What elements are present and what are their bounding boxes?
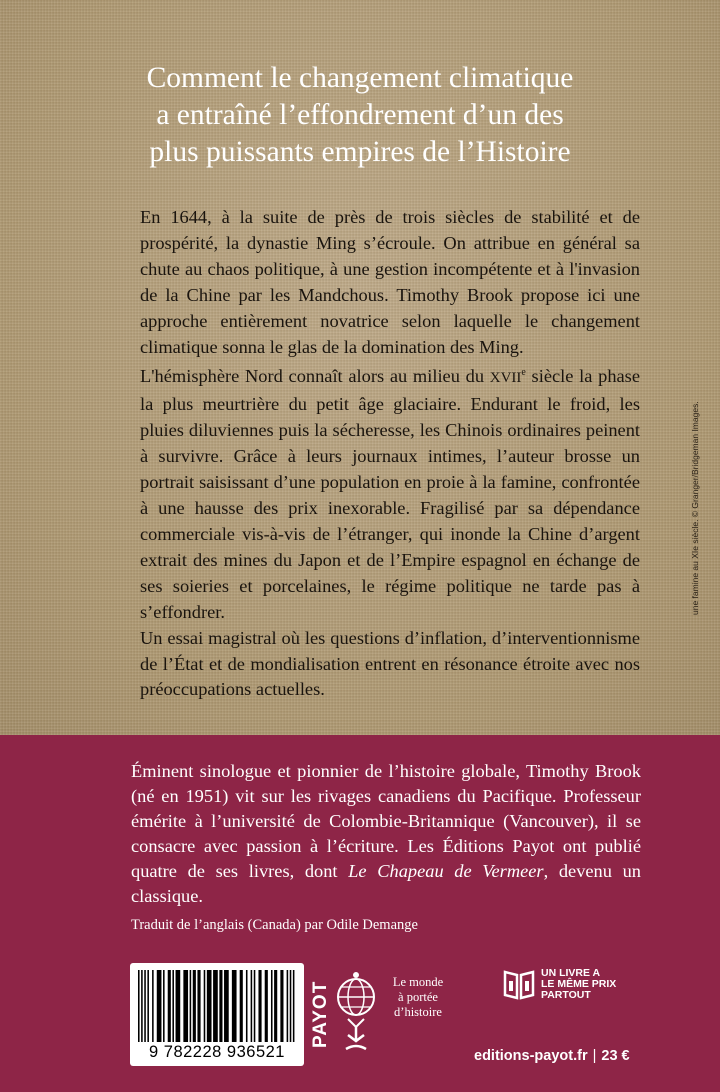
separator: | <box>592 1048 597 1064</box>
barcode-bar <box>141 970 143 1042</box>
barcode-bar <box>213 970 218 1042</box>
barcode-bar <box>176 970 181 1042</box>
blurb-text: siècle la phase la plus meurtrière du petit âge glaciaire. Endurant le froid, les pluies diluviennes puis la sécheresse, les Chinois ordinaires peinent à survivre. Grâce à leurs journaux intimes, l’auteur brosse un portrait saisissant d’une population en proie à la famine, confrontée à une hausse des prix inexorable. Fragilisé par sa dépendance commerciale vis-à-vis de l’étranger, qui inonde la Chine d’argent extrait des mines du Japon et de l’Empire espagnol en échange de ses soieries et porcelaines, le régime politique ne tarde pas à s’effondrer. <box>140 366 640 622</box>
tagline-line: d’histoire <box>394 1005 442 1019</box>
publisher-logo: PAYOT <box>310 980 331 1048</box>
century-numeral: XVII <box>489 370 522 387</box>
barcode-bar <box>163 970 165 1042</box>
prix-line: UN LIVRE A <box>541 967 601 979</box>
barcode-bar <box>190 970 192 1042</box>
image-credit: une famine au XIe siècle. © Granger/Bridgeman Images. <box>690 401 700 615</box>
tagline-line: à portée <box>398 990 438 1004</box>
century-suffix: e <box>521 367 526 379</box>
barcode-bar <box>219 970 222 1042</box>
blurb-paragraph: Un essai magistral où les questions d’inflation, d’interventionnisme de l’État et de mondialisation entrent en résonance étroite avec nos préoccupations actuelles. <box>140 627 640 700</box>
barcode-bar <box>290 970 292 1042</box>
bio-text: , devenu un classique. <box>131 861 641 906</box>
barcode-bar <box>246 970 248 1042</box>
barcode-bar <box>274 970 277 1042</box>
website-url[interactable]: editions-payot.fr <box>474 1048 588 1064</box>
barcode-bar <box>240 970 243 1042</box>
barcode <box>130 963 304 1066</box>
translator-credit: Traduit de l’anglais (Canada) par Odile Demange <box>131 917 418 933</box>
barcode-bar <box>254 970 256 1042</box>
barcode-bar <box>172 970 174 1042</box>
barcode-bar <box>224 970 229 1042</box>
barcode-bar <box>138 970 140 1042</box>
blurb <box>140 205 640 703</box>
barcode-bar <box>287 970 289 1042</box>
barcode-bar <box>168 970 171 1042</box>
barcode-bar <box>152 970 154 1042</box>
headline <box>60 60 660 171</box>
barcode-bar <box>258 970 261 1042</box>
book-title: Le Chapeau de Vermeer <box>348 861 544 881</box>
barcode-bar <box>265 970 268 1042</box>
bio-text: Éminent sinologue et pionnier de l’histoire globale, Timothy Brook (né en 1951) vit sur les rivages canadiens du Pacifique. Professeur émérite à l’université de Colombie-Britannique (Vancouver), il se consacre avec passion à l’écriture. Les Éditions Payot ont publié quatre de ses livres, dont <box>131 761 641 881</box>
barcode-bar <box>183 970 188 1042</box>
barcode-bars <box>138 970 296 1042</box>
barcode-bar <box>293 970 295 1042</box>
barcode-bar <box>157 970 162 1042</box>
isbn-number: 9 782228 936521 <box>149 1043 285 1061</box>
prix-unique-label <box>541 968 616 1001</box>
barcode-bar <box>280 970 283 1042</box>
barcode-bar <box>204 970 206 1042</box>
barcode-bar <box>271 970 273 1042</box>
prix-line: LE MÊME PRIX <box>541 978 617 990</box>
headline-line: plus puissants empires de l’Histoire <box>149 136 571 168</box>
barcode-bar <box>193 970 196 1042</box>
headline-line: a entraîné l’effondrement d’un des <box>156 99 564 131</box>
open-book-icon <box>502 967 536 1001</box>
barcode-bar <box>207 970 212 1042</box>
barcode-bar <box>197 970 200 1042</box>
blurb-text: L'hémisphère Nord connaît alors au milieu du <box>140 366 490 387</box>
barcode-bar <box>232 970 237 1042</box>
price: 23 € <box>601 1048 630 1064</box>
lower-panel <box>0 735 720 1092</box>
barcode-bar <box>144 970 146 1042</box>
prix-line: PARTOUT <box>541 989 591 1001</box>
author-bio <box>131 759 641 909</box>
publisher-tagline <box>378 975 458 1020</box>
tagline-line: Le monde <box>392 975 444 989</box>
blurb-paragraph: En 1644, à la suite de près de trois siècles de stabilité et de prospérité, la dynastie Ming s’écroule. On attribue en général sa chute au chaos politique, à une gestion incompétente et à l'invasion de la Chine par les Mandchous. Timothy Brook propose ici une approche entièrement novatrice selon laquelle le changement climatique sonna le glas de la domination des Ming. <box>140 207 640 357</box>
publisher-website <box>474 1048 630 1064</box>
barcode-bar <box>147 970 149 1042</box>
globe-icon <box>334 963 378 1059</box>
barcode-bar <box>251 970 253 1042</box>
blurb-paragraph <box>140 360 640 625</box>
headline-line: Comment le changement climatique <box>146 62 574 94</box>
